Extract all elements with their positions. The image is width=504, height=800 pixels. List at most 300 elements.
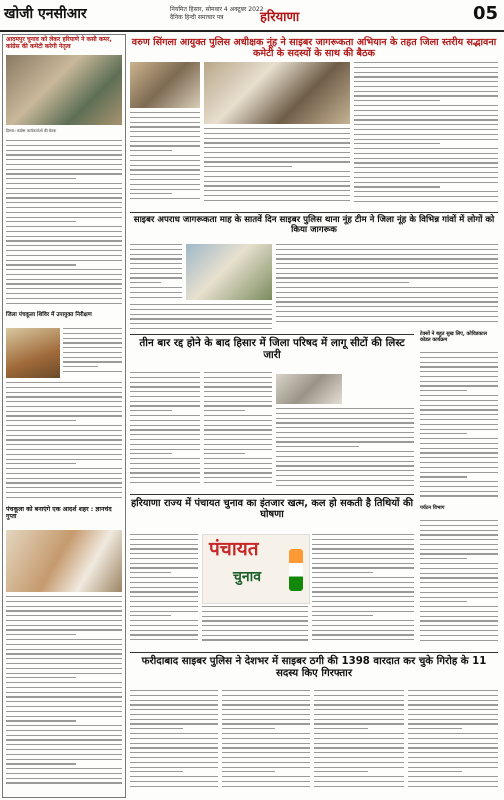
text-line	[130, 453, 172, 454]
text-line	[420, 381, 498, 382]
text-line	[6, 492, 122, 493]
text-line	[6, 606, 122, 607]
text-line	[6, 739, 122, 740]
text-line	[276, 408, 414, 409]
text-line	[6, 250, 122, 251]
text-line	[420, 424, 498, 425]
text-line	[130, 401, 200, 402]
story2-text-3	[130, 304, 272, 334]
text-line	[312, 548, 414, 549]
right-subheadline-1: टेक्सों ने बहुत सुख लिए, कोविडकाल कोडत कार्यक्रम	[420, 331, 487, 343]
text-line	[354, 81, 498, 82]
text-line	[130, 719, 218, 720]
text-line	[312, 596, 414, 597]
masthead	[0, 0, 504, 32]
text-line	[130, 544, 198, 545]
text-line	[354, 162, 498, 163]
text-line	[222, 695, 310, 696]
text-line	[130, 743, 218, 744]
text-line	[130, 304, 272, 305]
text-line	[408, 781, 498, 782]
text-line	[420, 577, 498, 578]
text-line	[130, 690, 218, 691]
text-line	[420, 606, 498, 607]
text-line	[420, 582, 498, 583]
text-line	[6, 668, 122, 669]
text-line	[222, 690, 310, 691]
text-line	[202, 625, 308, 626]
story3-seat-list	[276, 408, 414, 490]
text-line	[130, 477, 200, 478]
text-line	[276, 422, 414, 423]
text-line	[6, 711, 122, 712]
text-line	[420, 438, 498, 439]
text-line	[6, 439, 122, 440]
text-line	[222, 786, 310, 787]
text-line	[408, 762, 498, 763]
text-line	[314, 767, 404, 768]
right-subheadline-2: पर्यटन विभाग	[420, 505, 445, 511]
text-line	[204, 176, 350, 177]
story3-text-1	[130, 372, 200, 490]
text-line	[312, 620, 414, 621]
text-line	[420, 371, 498, 372]
text-line	[130, 328, 272, 329]
text-line	[420, 640, 498, 641]
text-line	[354, 158, 498, 159]
text-line	[6, 293, 122, 294]
text-line	[204, 458, 272, 459]
text-line	[6, 145, 122, 146]
text-line	[222, 738, 310, 739]
text-line	[276, 437, 414, 438]
text-line	[408, 738, 498, 739]
text-line	[204, 157, 350, 158]
text-line	[314, 786, 404, 787]
text-line	[130, 277, 182, 278]
text-line	[354, 95, 498, 96]
text-line	[130, 747, 218, 748]
text-line	[354, 86, 498, 87]
text-line	[312, 582, 414, 583]
text-line	[130, 122, 200, 123]
text-line	[6, 673, 122, 674]
text-line	[354, 72, 498, 73]
text-line	[130, 297, 182, 298]
left-article-text-4	[6, 596, 122, 792]
text-line	[222, 704, 310, 705]
text-line	[130, 620, 198, 621]
text-line	[408, 700, 498, 701]
text-line	[6, 264, 76, 265]
text-line	[6, 240, 122, 241]
text-line	[6, 677, 76, 678]
text-line	[420, 400, 498, 401]
text-line	[312, 587, 414, 588]
story3-list-photo	[276, 374, 342, 404]
text-line	[130, 131, 200, 132]
text-line	[276, 297, 498, 298]
text-line	[276, 287, 498, 288]
text-line	[314, 714, 404, 715]
text-line	[204, 171, 350, 172]
text-line	[276, 249, 498, 250]
photo-caption: हिसार। कांग्रेस कार्यकर्ताओं की बैठक	[6, 128, 57, 133]
text-line	[408, 695, 498, 696]
divider	[130, 494, 414, 495]
text-line	[204, 425, 272, 426]
text-line	[204, 190, 350, 191]
text-line	[130, 268, 182, 269]
text-line	[6, 245, 122, 246]
text-line	[6, 778, 122, 779]
text-line	[6, 625, 122, 626]
text-line	[420, 457, 498, 458]
text-line	[130, 695, 218, 696]
section-title: हरियाणा	[260, 10, 300, 25]
text-line	[204, 195, 350, 196]
text-line	[130, 287, 182, 288]
text-line	[276, 413, 414, 414]
text-line	[6, 473, 122, 474]
text-line	[420, 601, 467, 602]
text-line	[63, 338, 122, 339]
text-line	[6, 193, 122, 194]
story2-photo	[186, 244, 272, 300]
text-line	[420, 352, 498, 353]
text-line	[204, 468, 272, 469]
text-line	[6, 217, 122, 218]
text-line	[6, 420, 76, 421]
text-line	[420, 385, 498, 386]
text-line	[420, 544, 498, 545]
text-line	[314, 771, 368, 772]
text-line	[420, 366, 498, 367]
text-line	[276, 456, 414, 457]
text-line	[130, 126, 200, 127]
text-line	[63, 366, 98, 367]
text-line	[222, 743, 310, 744]
text-line	[276, 268, 498, 269]
text-line	[354, 139, 498, 140]
text-line	[420, 376, 498, 377]
text-line	[314, 762, 404, 763]
text-line	[276, 451, 414, 452]
text-line	[354, 67, 498, 68]
text-line	[6, 725, 122, 726]
text-line	[130, 558, 198, 559]
text-line	[408, 723, 498, 724]
text-line	[202, 606, 308, 607]
text-line	[420, 362, 498, 363]
text-line	[6, 401, 122, 402]
text-line	[408, 747, 498, 748]
text-line	[420, 390, 467, 391]
text-line	[314, 776, 404, 777]
text-line	[420, 472, 498, 473]
story5-text-2	[222, 690, 310, 794]
text-line	[222, 709, 310, 710]
meeting-photo	[6, 55, 122, 125]
text-line	[130, 318, 272, 319]
text-line	[6, 212, 122, 213]
text-line	[222, 767, 310, 768]
text-line	[130, 189, 200, 190]
text-line	[420, 419, 498, 420]
text-line	[408, 771, 462, 772]
text-line	[6, 754, 122, 755]
text-line	[312, 639, 414, 640]
text-line	[6, 629, 122, 630]
top-story-photo-small	[130, 62, 200, 108]
text-line	[276, 258, 498, 259]
text-line	[130, 323, 272, 324]
text-line	[354, 191, 498, 192]
text-line	[312, 591, 414, 592]
text-line	[130, 639, 198, 640]
text-line	[130, 150, 172, 151]
text-line	[130, 572, 171, 573]
text-line	[130, 563, 198, 564]
left-article-text-3	[6, 382, 122, 502]
text-line	[420, 520, 498, 521]
edition-tagline: दैनिक हिन्दी समाचार पत्र	[170, 14, 224, 21]
text-line	[6, 735, 122, 736]
text-line	[204, 434, 272, 435]
story2-text-1	[130, 244, 182, 304]
text-line	[222, 747, 310, 748]
text-line	[130, 439, 200, 440]
text-line	[204, 429, 272, 430]
text-line	[276, 475, 414, 476]
text-line	[204, 133, 350, 134]
text-line	[202, 635, 308, 636]
text-line	[6, 620, 122, 621]
text-line	[354, 182, 498, 183]
text-line	[408, 743, 498, 744]
text-line	[276, 244, 498, 245]
text-line	[6, 202, 122, 203]
text-line	[130, 771, 183, 772]
text-line	[354, 105, 498, 106]
divider	[130, 212, 498, 213]
text-line	[420, 414, 498, 415]
text-line	[408, 767, 498, 768]
text-line	[204, 181, 350, 182]
text-line	[130, 198, 200, 199]
text-line	[6, 188, 122, 189]
text-line	[354, 177, 498, 178]
text-line	[314, 690, 404, 691]
text-line	[130, 449, 200, 450]
text-line	[420, 592, 498, 593]
text-line	[354, 76, 498, 77]
text-line	[314, 781, 404, 782]
text-line	[312, 553, 414, 554]
text-line	[130, 548, 198, 549]
text-line	[130, 184, 200, 185]
text-line	[130, 463, 200, 464]
text-line	[420, 409, 498, 410]
graphic-word-chunav: चुनाव	[233, 569, 262, 585]
text-line	[276, 461, 414, 462]
text-line	[314, 738, 404, 739]
text-line	[276, 480, 414, 481]
right-text-1	[420, 352, 498, 502]
tricolor-finger-icon	[289, 549, 303, 591]
text-line	[204, 147, 350, 148]
text-line	[204, 405, 272, 406]
text-line	[130, 292, 182, 293]
text-line	[312, 567, 414, 568]
text-line	[354, 100, 440, 101]
text-line	[314, 733, 404, 734]
text-line	[130, 482, 200, 483]
text-line	[204, 444, 272, 445]
text-line	[130, 606, 198, 607]
text-line	[408, 709, 498, 710]
text-line	[130, 145, 200, 146]
text-line	[420, 630, 498, 631]
story4-headline: हरियाणा राज्य में पंचायत चुनाव का इंतजार खत्म, कल हो सकती है तिथियों की घोषणा	[130, 498, 414, 521]
text-line	[130, 377, 200, 378]
text-line	[6, 298, 122, 299]
text-line	[354, 115, 498, 116]
text-line	[63, 347, 122, 348]
text-line	[314, 719, 404, 720]
divider	[130, 652, 498, 653]
text-line	[6, 159, 122, 160]
text-line	[420, 568, 498, 569]
text-line	[6, 231, 122, 232]
text-line	[420, 486, 498, 487]
text-line	[130, 425, 200, 426]
text-line	[130, 415, 200, 416]
text-line	[202, 639, 308, 640]
text-line	[130, 704, 218, 705]
text-line	[130, 429, 200, 430]
text-line	[130, 733, 218, 734]
text-line	[420, 597, 498, 598]
text-line	[130, 314, 272, 315]
text-line	[6, 782, 122, 783]
text-line	[6, 279, 122, 280]
text-line	[6, 730, 122, 731]
text-line	[204, 415, 272, 416]
text-line	[204, 138, 350, 139]
text-line	[354, 167, 498, 168]
text-line	[420, 553, 498, 554]
text-line	[202, 611, 308, 612]
text-line	[130, 136, 200, 137]
top-story-photo-meeting	[204, 62, 350, 124]
text-line	[354, 153, 498, 154]
text-line	[204, 439, 272, 440]
text-line	[222, 771, 275, 772]
text-line	[130, 700, 218, 701]
text-line	[312, 572, 373, 573]
edition-date: नियमित हिसार, सोमवार 4 अक्टूबर 2022	[170, 6, 264, 13]
text-line	[6, 396, 122, 397]
text-line	[420, 611, 498, 612]
text-line	[6, 639, 122, 640]
text-line	[130, 567, 198, 568]
text-line	[130, 728, 183, 729]
text-line	[6, 497, 122, 498]
text-line	[204, 449, 272, 450]
text-line	[222, 776, 310, 777]
text-line	[130, 587, 198, 588]
text-line	[6, 768, 122, 769]
text-line	[222, 723, 310, 724]
text-line	[6, 150, 122, 151]
text-line	[6, 687, 122, 688]
text-line	[420, 452, 498, 453]
text-line	[6, 644, 122, 645]
text-line	[354, 124, 498, 125]
text-line	[63, 342, 122, 343]
text-line	[130, 539, 198, 540]
text-line	[130, 534, 198, 535]
text-line	[420, 405, 498, 406]
text-line	[130, 169, 200, 170]
text-line	[6, 173, 122, 174]
text-line	[204, 142, 350, 143]
text-line	[204, 396, 272, 397]
text-line	[6, 459, 122, 460]
text-line	[204, 482, 272, 483]
text-line	[276, 301, 498, 302]
text-line	[276, 427, 414, 428]
text-line	[6, 716, 122, 717]
text-line	[312, 601, 414, 602]
text-line	[63, 357, 122, 358]
newspaper-logo: खोजी एनसीआर	[4, 6, 87, 22]
text-line	[408, 704, 498, 705]
story5-text-1	[130, 690, 218, 794]
text-line	[130, 709, 218, 710]
text-line	[130, 273, 182, 274]
text-line	[130, 410, 172, 411]
text-line	[130, 282, 161, 283]
story2-headline: साइबर अपराध जागरूकता माह के सातवें दिन साइबर पुलिस थाना नूंह टीम ने जिला नूंह के विभिन्न गांवों में लोगों को किया जागरूक	[133, 215, 495, 235]
text-line	[6, 763, 76, 764]
text-line	[420, 448, 498, 449]
text-line	[276, 321, 498, 322]
text-line	[314, 743, 404, 744]
text-line	[276, 432, 414, 433]
text-line	[63, 371, 122, 372]
text-line	[130, 444, 200, 445]
text-line	[408, 733, 498, 734]
text-line	[276, 282, 409, 283]
text-line	[6, 749, 122, 750]
text-line	[408, 757, 498, 758]
text-line	[276, 470, 414, 471]
text-line	[222, 757, 310, 758]
text-line	[6, 601, 122, 602]
story5-text-4	[408, 690, 498, 794]
text-line	[276, 485, 414, 486]
text-line	[276, 292, 498, 293]
text-line	[276, 446, 359, 447]
text-line	[130, 382, 200, 383]
text-line	[204, 185, 350, 186]
text-line	[130, 582, 198, 583]
text-line	[6, 207, 122, 208]
text-line	[6, 482, 122, 483]
text-line	[6, 649, 122, 650]
